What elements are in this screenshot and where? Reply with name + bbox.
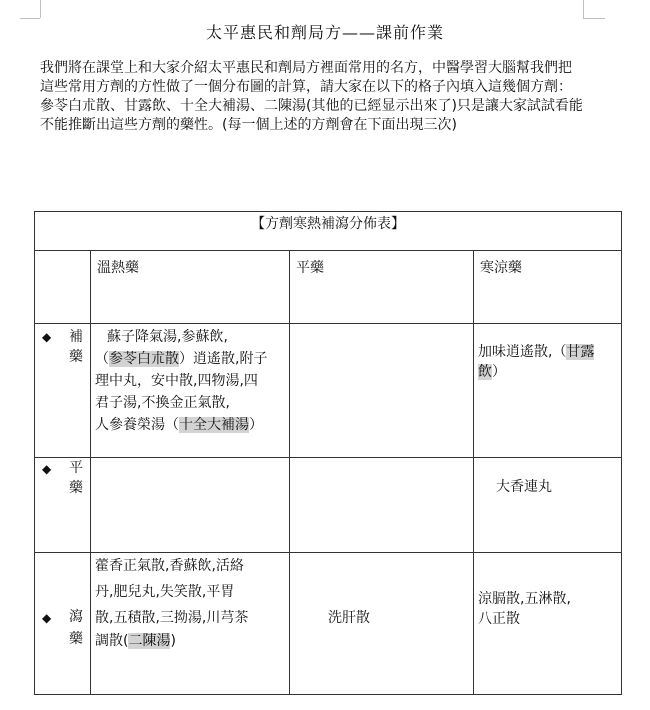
- answer-highlight: 十全大補湯: [179, 417, 249, 433]
- diamond-bullet-icon: ◆: [42, 462, 52, 476]
- cell-neutral-neutral: [290, 458, 474, 553]
- answer-highlight: 二陳湯: [128, 633, 171, 649]
- cell-neutral-cold: [474, 458, 622, 553]
- intro-paragraph: 我們將在課堂上和大家介紹太平惠民和劑局方裡面常用的名方，中醫學習大腦幫我們把這些常用方劑的方性做了一個分布圖的計算，請大家在以下的格子內填入這幾個方劑：參苓白朮散、甘露飲、十全大補湯、二陳湯(其他的已經显示出來了)只是讓大家試試看能不能推斷出這些方劑的藥性。(每一個上述的方劑會在下面出現三次): [40, 60, 583, 133]
- row-label-char: 藥: [69, 480, 83, 496]
- crop-mark-top-left: [40, 0, 41, 18]
- formula-line: 蘇子降氣湯,参蘇飲,: [107, 329, 228, 345]
- cell-purge-cold: [474, 553, 622, 695]
- crop-mark-top-right-h: [583, 18, 605, 19]
- crop-mark-top-right: [583, 0, 584, 18]
- row-label-char: 瀉: [69, 609, 83, 625]
- row-label-tonify: [35, 324, 91, 458]
- column-header-cold: 寒涼藥: [474, 251, 622, 324]
- cell-tonify-warm: [91, 324, 290, 458]
- header-corner: [35, 251, 91, 324]
- formula-line: 八正散: [478, 611, 520, 627]
- column-header-warm: 溫熱藥: [91, 251, 290, 324]
- answer-highlight: 甘露飲: [478, 344, 595, 380]
- cell-tonify-cold: 加味逍遙散,（甘露飲）: [474, 324, 622, 458]
- formula-line: 洗肝散: [328, 610, 370, 626]
- row-label-char: 補: [69, 329, 83, 345]
- answer-highlight: 参苓白朮散: [109, 351, 179, 367]
- formula-line: 君子湯,不換金正氣散,: [95, 395, 230, 411]
- row-label-char: 藥: [69, 631, 83, 647]
- formula-line: 散,五積散,三拗湯,川芎茶: [95, 610, 249, 626]
- row-label-char: 平: [69, 460, 83, 476]
- row-label-purge: [35, 553, 91, 695]
- document-title: 太平惠民和劑局方——課前作業: [205, 23, 444, 42]
- cell-purge-warm: [91, 553, 290, 695]
- row-label-char: 藥: [69, 349, 83, 365]
- crop-mark-top-left-h: [20, 18, 40, 19]
- formula-line: 丹,肥兒丸,失笑散,平胃: [95, 584, 235, 600]
- diamond-bullet-icon: ◆: [42, 611, 52, 625]
- diamond-bullet-icon: ◆: [42, 330, 52, 344]
- formula-line: 涼膈散,五淋散,: [478, 591, 571, 607]
- cell-neutral-warm: [91, 458, 290, 553]
- cell-tonify-neutral: [290, 324, 474, 458]
- table-caption: 【方劑寒熱補瀉分佈表】: [35, 212, 622, 251]
- column-header-neutral: 平藥: [290, 251, 474, 324]
- formula-line: 人參養榮湯（十全大補湯）: [95, 417, 263, 433]
- formula-line: 理中丸，安中散,四物湯,四: [95, 373, 258, 389]
- row-label-neutral: [35, 458, 91, 553]
- cell-purge-neutral: [290, 553, 474, 695]
- formula-line: 大香連丸: [496, 479, 552, 495]
- formula-line: 調散(二陳湯): [95, 633, 176, 649]
- formula-line: （参苓白朮散）逍遙散,附子: [95, 351, 268, 367]
- formula-line: 藿香正氣散,香蘇飲,活絡: [95, 558, 244, 574]
- distribution-table: [34, 211, 622, 695]
